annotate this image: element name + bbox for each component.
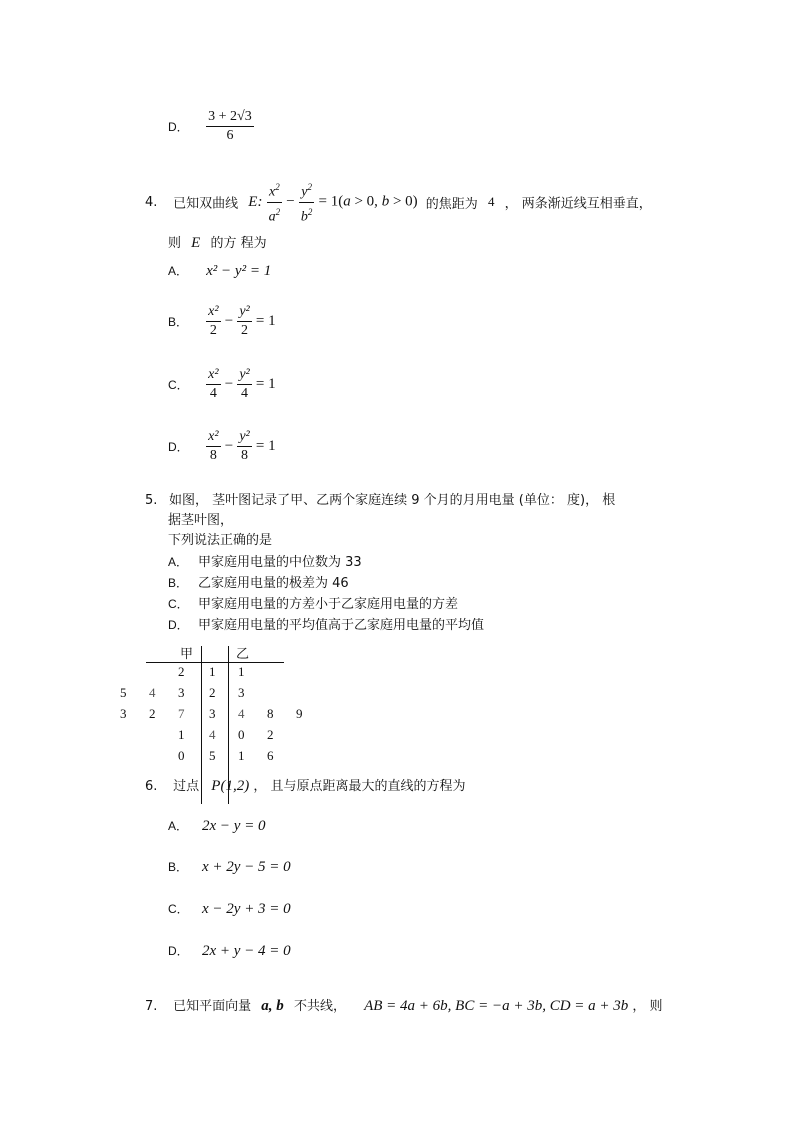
q4-stem	[145, 178, 652, 226]
q5-option-d	[168, 614, 484, 633]
q5-option-c	[168, 593, 458, 612]
question-number: 5.	[145, 493, 158, 508]
stem-prefix: 已知双曲线	[173, 196, 239, 212]
leaf-right: 1	[238, 748, 245, 763]
option-label: B．	[168, 315, 189, 329]
equation-rhs: = 1(a > 0, b > 0)	[318, 193, 418, 210]
fraction: $\frac{\text{x²}}{8}$	[208, 429, 219, 463]
stem-mid: 的焦距为	[425, 196, 478, 212]
option-label: C．	[168, 378, 189, 392]
option-label: A．	[168, 555, 189, 569]
symbol-e: E	[191, 235, 201, 251]
minus-sign: −	[286, 193, 295, 210]
stem-mid: 不共线，	[293, 999, 346, 1014]
leaf-left: 5	[120, 685, 127, 700]
hyperbola-equation: E:	[248, 193, 263, 210]
minus-sign: −	[224, 313, 234, 329]
q5-stem-line3: 下列说法正确的是	[168, 533, 273, 548]
q7-stem	[145, 995, 663, 1015]
equation-rhs: = 1	[255, 313, 276, 329]
q6-option-b	[168, 858, 291, 876]
minus-sign: −	[224, 438, 234, 454]
stem-prefix: 过点	[173, 779, 200, 794]
point-p: P(1,2)	[211, 778, 250, 794]
leaf-right: 8	[267, 706, 274, 721]
leaf-left: 2	[149, 706, 156, 721]
q6-stem	[145, 775, 465, 795]
leaf-left: 3	[120, 706, 127, 721]
q4-option-c	[168, 366, 276, 403]
focal-value: 4	[487, 194, 495, 210]
option-label: D．	[168, 440, 189, 454]
q4-stem-line2	[168, 232, 267, 252]
fraction: $\frac{\text{y²}}{4}$	[239, 367, 250, 401]
option-label: D．	[168, 618, 189, 632]
option-text: x − 2y + 3 = 0	[202, 901, 291, 917]
question-number: 7.	[145, 999, 158, 1014]
vector-symbols: a, b	[261, 998, 284, 1014]
leaf-right: 3	[238, 685, 245, 700]
leaf-right: 4	[238, 706, 245, 721]
option-text: 2x + y − 4 = 0	[202, 943, 291, 959]
option-text: x + 2y − 5 = 0	[202, 859, 291, 875]
option-label: B．	[168, 860, 189, 874]
vector-expression: AB = 4a + 6b, BC = −a + 3b, CD = a + 3b	[364, 998, 629, 1014]
option-text: 乙家庭用电量的极差为 46	[198, 576, 349, 591]
numerator: 3 + 2√3	[206, 108, 254, 127]
q4-option-a	[168, 262, 271, 280]
option-label: D．	[168, 120, 189, 134]
q6-option-c	[168, 900, 291, 918]
denominator: 6	[226, 128, 234, 143]
q4-option-b	[168, 303, 276, 340]
stemleaf-header-line	[146, 662, 284, 663]
fraction: $\frac{x^2}{a^2}$	[267, 178, 283, 226]
stem-value: 1	[209, 664, 216, 679]
stem-prefix: 已知平面向量	[173, 999, 252, 1014]
option-label: A．	[168, 819, 189, 833]
stem-suffix: ， 则	[632, 999, 663, 1014]
fraction: $\frac{\text{x²}}{4}$	[208, 367, 219, 401]
minus-sign: −	[224, 376, 234, 392]
q4-option-d	[168, 428, 276, 465]
option-label: C．	[168, 902, 189, 916]
option-label: B．	[168, 576, 189, 590]
fraction: $\frac{\text{y²}}{8}$	[239, 429, 250, 463]
fraction: $\frac{\text{x²}}{2}$	[208, 304, 219, 338]
leaf-left: 1	[178, 727, 185, 742]
leaf-left: 3	[178, 685, 185, 700]
option-text: 甲家庭用电量的方差小于乙家庭用电量的方差	[198, 597, 459, 612]
q6-option-d	[168, 942, 291, 960]
leaf-left: 4	[149, 685, 156, 700]
q5-stem-line2: 据茎叶图，	[168, 513, 234, 528]
stem-suffix: ， 两条渐近线互相垂直，	[504, 196, 652, 212]
leaf-right: 9	[296, 706, 303, 721]
stem-value: 2	[209, 685, 216, 700]
question-number: 4.	[145, 194, 158, 210]
q5-stem-line1	[145, 489, 615, 508]
q6-option-a	[168, 817, 266, 835]
fraction: $\frac{\text{y²}}{2}$	[239, 304, 250, 338]
stem-value: 4	[209, 727, 216, 742]
leaf-right: 1	[238, 664, 245, 679]
option-label: C．	[168, 597, 189, 611]
stem-value: 5	[209, 748, 216, 763]
stem-suffix: ， 且与原点距离最大的直线的方程为	[253, 779, 466, 794]
leaf-left: 0	[178, 748, 185, 763]
question-number: 6.	[145, 779, 158, 794]
stemleaf-header-jia: 甲	[180, 647, 194, 662]
option-text: 甲家庭用电量的中位数为 33	[198, 555, 362, 570]
fraction	[206, 108, 254, 145]
stem-text: 的方 程为	[210, 236, 267, 251]
stem-text: 则	[168, 236, 182, 251]
leaf-left: 2	[178, 664, 185, 679]
q5-option-b	[168, 572, 349, 591]
q3-option-d	[168, 108, 254, 145]
option-text: 2x − y = 0	[202, 818, 266, 834]
stem-value: 3	[209, 706, 216, 721]
fraction: $\frac{y^2}{b^2}$	[299, 178, 315, 226]
option-text: x² − y² = 1	[206, 263, 272, 279]
equation-rhs: = 1	[255, 438, 276, 454]
leaf-right: 2	[267, 727, 274, 742]
option-text: 甲家庭用电量的平均值高于乙家庭用电量的平均值	[198, 618, 485, 633]
leaf-left: 7	[178, 706, 185, 721]
stemleaf-header-yi: 乙	[236, 647, 250, 662]
option-label: D．	[168, 944, 189, 958]
option-label: A．	[168, 264, 189, 278]
equation-rhs: = 1	[255, 376, 276, 392]
stem-text: 如图， 茎叶图记录了甲、乙两个家庭连续 9 个月的月用电量 (单位： 度)， 根	[169, 493, 616, 508]
q5-option-a	[168, 551, 362, 570]
leaf-right: 6	[267, 748, 274, 763]
leaf-right: 0	[238, 727, 245, 742]
